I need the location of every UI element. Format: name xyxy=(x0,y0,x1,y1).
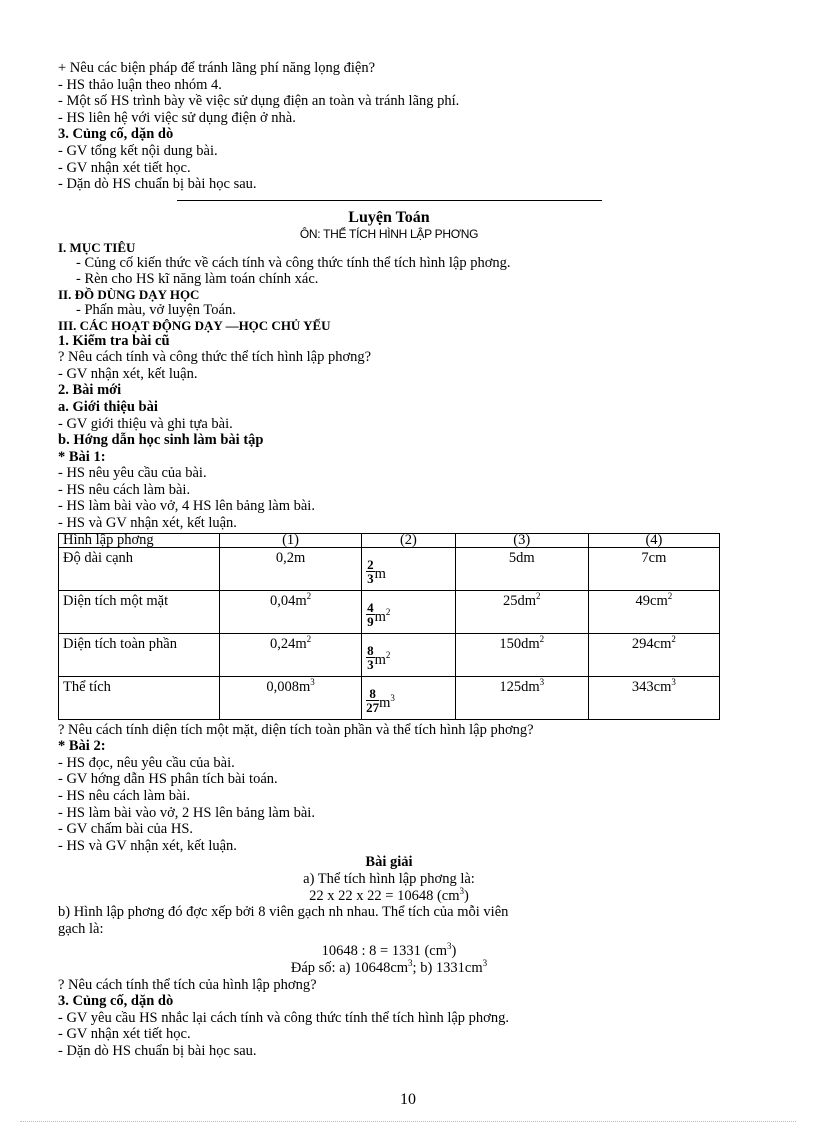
row-label: Độ dài cạnh xyxy=(59,547,220,590)
question-line: ? Nêu cách tính thể tích của hình lập phơng? xyxy=(58,976,317,993)
fraction-cell: $\frac{8}{27}$ $m^3$ xyxy=(362,676,456,719)
text-line: - Rèn cho HS kĩ năng làm toán chính xác. xyxy=(76,271,319,288)
column-header: (3) xyxy=(455,533,588,547)
fraction-cell: $\frac{4}{9}$ $m^2$ xyxy=(362,590,456,633)
text-line: - HS làm bài vào vở, 4 HS lên bảng làm bài. xyxy=(58,498,315,515)
table-cell: $0,04m^2$ xyxy=(220,590,362,633)
text-line: - GV hớng dẫn HS phân tích bài toán. xyxy=(58,771,278,788)
table-header-row xyxy=(59,533,720,547)
column-header: (4) xyxy=(588,533,719,547)
subsection-heading: b. Hớng dẫn học sinh làm bài tập xyxy=(58,432,264,449)
table-cell: $0,24m^2$ xyxy=(220,633,362,676)
subsection-heading: a. Giới thiệu bài xyxy=(58,398,158,415)
text-line: - GV chấm bài của HS. xyxy=(58,821,194,838)
text-line: - HS và GV nhận xét, kết luận. xyxy=(58,515,237,532)
text-line: - GV giới thiệu và ghi tựa bài. xyxy=(58,415,233,432)
table-cell: $0,008m^3$ xyxy=(220,676,362,719)
solution-line: gạch là: xyxy=(58,920,104,937)
page-number: 10 xyxy=(400,1091,416,1108)
footer-dotted-line xyxy=(20,1121,796,1122)
text-line: - HS thảo luận theo nhóm 4. xyxy=(58,76,222,93)
table-cell: $25dm^2$ xyxy=(455,590,588,633)
row-label: Diện tích toàn phần xyxy=(59,633,220,676)
exercise-heading: * Bài 1: xyxy=(58,448,106,465)
column-header: Hình lập phơng xyxy=(59,533,220,547)
solution-heading: Bài giải xyxy=(365,854,413,871)
fraction: $\frac{4}{9}$ xyxy=(367,599,374,629)
text-line: - Dặn dò HS chuẩn bị bài học sau. xyxy=(58,176,257,193)
cube-table xyxy=(58,533,720,720)
fraction: $\frac{2}{3}$ xyxy=(367,556,374,586)
lesson-title: Luyện Toán xyxy=(348,208,430,226)
text-line: - HS nêu cách làm bài. xyxy=(58,481,191,498)
text-line: - Củng cố kiến thức về cách tính và công thức tính thể tích hình lập phơng. xyxy=(76,254,511,271)
section-heading: 1. Kiểm tra bài cũ xyxy=(58,332,170,349)
text-line: - HS nêu yêu cầu của bài. xyxy=(58,465,207,482)
text-line: - GV nhận xét, kết luận. xyxy=(58,365,198,382)
text-line: - HS nêu cách làm bài. xyxy=(58,788,191,805)
table-row xyxy=(59,590,720,633)
text-line: - Một số HS trình bày về việc sử dụng điện an toàn và tránh lãng phí. xyxy=(58,93,460,110)
fraction: $\frac{8}{3}$ xyxy=(367,642,374,672)
solution-line: b) Hình lập phơng đó đợc xếp bởi 8 viên gạch nh nhau. Thể tích của mỗi viên xyxy=(58,904,509,921)
section-heading: 3. Củng cố, dặn dò xyxy=(58,993,174,1010)
table-cell: $150dm^2$ xyxy=(455,633,588,676)
column-header: (1) xyxy=(220,533,362,547)
solution-line: a) Thể tích hình lập phơng là: xyxy=(303,871,475,887)
row-label: Thể tích xyxy=(59,676,220,719)
table-cell: 7cm xyxy=(588,547,719,590)
section-heading: II. ĐỒ DÙNG DẠY HỌC xyxy=(58,286,200,302)
text-line: - HS liên hệ với việc sử dụng điện ở nhà. xyxy=(58,109,296,126)
table-row xyxy=(59,676,720,719)
fraction-cell: $\frac{8}{3}$ $m^2$ xyxy=(362,633,456,676)
table-cell: $49cm^2$ xyxy=(588,590,719,633)
question-line: ? Nêu cách tính diện tích một mặt, diện tích toàn phần và thể tích hình lập phơng? xyxy=(58,721,534,738)
text-line: - HS đọc, nêu yêu cầu của bài. xyxy=(58,754,235,771)
table-cell: $343cm^3$ xyxy=(588,676,719,719)
document-page xyxy=(58,60,720,1060)
exercise-heading: * Bài 2: xyxy=(58,738,106,755)
table-cell: 5dm xyxy=(455,547,588,590)
column-header: (2) xyxy=(362,533,456,547)
text-line: - HS và GV nhận xét, kết luận. xyxy=(58,837,237,854)
text-line: - HS làm bài vào vở, 2 HS lên bảng làm bài. xyxy=(58,804,315,821)
section-heading: 3. Củng cố, dặn dò xyxy=(58,126,174,143)
section-heading: III. CÁC HOẠT ĐỘNG DẠY —HỌC CHỦ YẾU xyxy=(58,317,331,333)
fraction: $\frac{8}{27}$ xyxy=(366,685,380,715)
text-line: - Phấn màu, vở luyện Toán. xyxy=(76,301,236,318)
section-heading: I. MỤC TIÊU xyxy=(58,239,136,255)
text-line: - GV nhận xét tiết học. xyxy=(58,1026,191,1043)
table-row xyxy=(59,547,720,590)
section-heading: 2. Bài mới xyxy=(58,382,122,399)
table-cell: $125dm^3$ xyxy=(455,676,588,719)
question-line: + Nêu các biện pháp để tránh lãng phí năng lọng điện? xyxy=(58,60,376,76)
solution-line: 10648 : 8 = 1331 $(cm^3)$ xyxy=(321,941,457,960)
question-line: ? Nêu cách tính và công thức thể tích hình lập phơng? xyxy=(58,349,372,366)
solution-line: 22 x 22 x 22 = 10648 $(cm^3)$ xyxy=(309,885,469,904)
table-cell: $294cm^2$ xyxy=(588,633,719,676)
divider xyxy=(177,200,602,201)
text-line: - Dặn dò HS chuẩn bị bài học sau. xyxy=(58,1042,257,1059)
lesson-subtitle: ÔN: THỂ TÍCH HÌNH LẬP PHƠNG xyxy=(299,226,479,241)
text-line: - GV yêu cầu HS nhắc lại cách tính và công thức tính thể tích hình lập phơng. xyxy=(58,1009,509,1026)
row-label: Diện tích một mặt xyxy=(59,590,220,633)
answer-line: Đáp số: a) $10648cm^3$; b) $1331cm^3$ xyxy=(290,958,488,976)
text-line: - GV tổng kết nội dung bài. xyxy=(58,142,218,159)
fraction-cell: $\frac{2}{3}$ m xyxy=(362,547,456,590)
text-line: - GV nhận xét tiết học. xyxy=(58,159,191,176)
table-row xyxy=(59,633,720,676)
table-cell: 0,2m xyxy=(220,547,362,590)
